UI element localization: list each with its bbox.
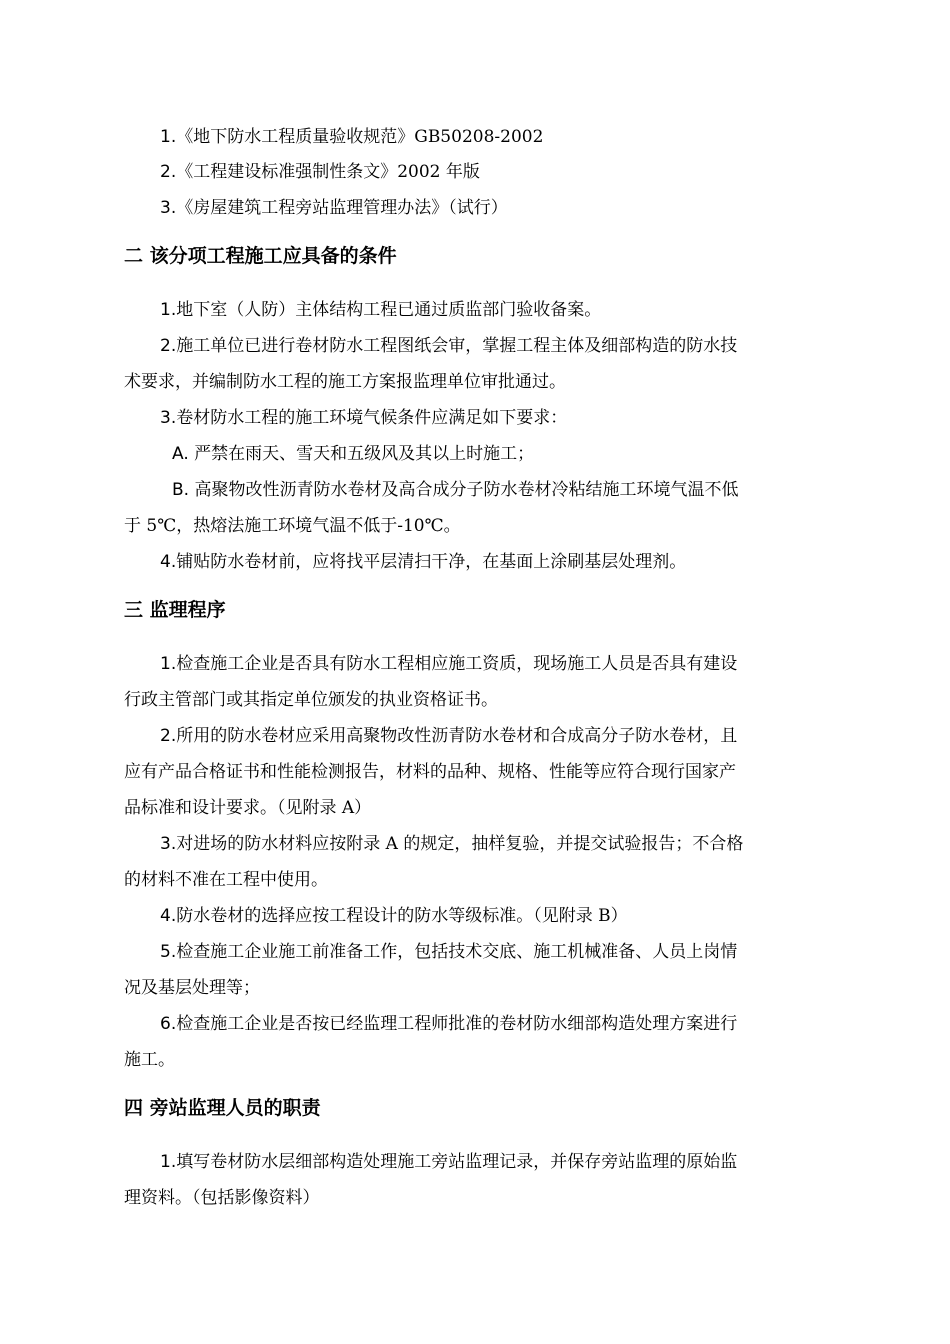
list-item <box>160 940 737 964</box>
list-number: 4. <box>160 552 177 572</box>
list-item-text: 严禁在雨天、雪天和五级风及其以上时施工； <box>194 444 535 464</box>
list-item-continuation: 行政主管部门或其指定单位颁发的执业资格证书。 <box>124 690 498 710</box>
section-heading: 三 监理程序 <box>124 599 226 621</box>
list-item-text: 检查施工企业是否具有防水工程相应施工资质，现场施工人员是否具有建设 <box>176 654 738 674</box>
list-item-text: 卷材防水工程的施工环境气候条件应满足如下要求： <box>176 408 568 428</box>
list-item <box>160 724 737 748</box>
list-item <box>160 406 567 430</box>
list-item-continuation: 于 5℃，热熔法施工环境气温不低于-10℃。 <box>124 516 461 536</box>
list-number: 1. <box>160 654 177 674</box>
list-letter: B. <box>172 480 190 500</box>
list-item-text: 铺贴防水卷材前，应将找平层清扫干净，在基面上涂刷基层处理剂。 <box>176 552 687 572</box>
list-number: 2. <box>160 726 177 746</box>
list-item <box>160 298 601 322</box>
list-item-continuation: 术要求，并编制防水工程的施工方案报监理单位审批通过。 <box>124 372 566 392</box>
list-number: 3. <box>160 198 177 218</box>
reference-item <box>160 160 480 184</box>
list-item-text: 填写卷材防水层细部构造处理施工旁站监理记录，并保存旁站监理的原始监 <box>176 1152 738 1172</box>
list-number: 1. <box>160 300 177 320</box>
list-item <box>160 832 743 856</box>
list-number: 6. <box>160 1014 177 1034</box>
list-item <box>160 550 686 574</box>
list-item-continuation: 品标准和设计要求。（见附录 A） <box>124 798 372 818</box>
list-number: 4. <box>160 906 177 926</box>
list-number: 5. <box>160 942 177 962</box>
list-item-text: 所用的防水卷材应采用高聚物改性沥青防水卷材和合成高分子防水卷材，且 <box>176 726 738 746</box>
list-item-continuation: 的材料不准在工程中使用。 <box>124 870 328 890</box>
sub-list-item <box>172 442 534 466</box>
list-letter: A. <box>172 444 189 464</box>
list-item <box>160 904 628 928</box>
list-item-text: 检查施工企业是否按已经监理工程师批准的卷材防水细部构造处理方案进行 <box>176 1014 738 1034</box>
reference-text: 《房屋建筑工程旁站监理管理办法》（试行） <box>176 198 508 218</box>
reference-text: 《地下防水工程质量验收规范》GB50208-2002 <box>176 127 544 147</box>
list-item <box>160 334 737 358</box>
list-item-continuation: 况及基层处理等； <box>124 978 260 998</box>
list-item-text: 地下室（人防）主体结构工程已通过质监部门验收备案。 <box>176 300 602 320</box>
list-number: 2. <box>160 336 177 356</box>
list-number: 3. <box>160 408 177 428</box>
list-item-text: 防水卷材的选择应按工程设计的防水等级标准。（见附录 B） <box>176 906 628 926</box>
list-item-continuation: 应有产品合格证书和性能检测报告，材料的品种、规格、性能等应符合现行国家产 <box>124 762 736 782</box>
list-item-continuation: 施工。 <box>124 1050 175 1070</box>
list-number: 1. <box>160 127 177 147</box>
list-item-continuation: 理资料。（包括影像资料） <box>124 1188 320 1208</box>
section-heading: 四 旁站监理人员的职责 <box>124 1097 321 1119</box>
list-item-text: 检查施工企业施工前准备工作，包括技术交底、施工机械准备、人员上岗情 <box>176 942 738 962</box>
section-heading: 二 该分项工程施工应具备的条件 <box>124 245 397 267</box>
list-item <box>160 1012 737 1036</box>
list-item-text: 高聚物改性沥青防水卷材及高合成分子防水卷材冷粘结施工环境气温不低 <box>194 480 739 500</box>
reference-item <box>160 196 508 220</box>
list-number: 1. <box>160 1152 177 1172</box>
list-item <box>160 652 737 676</box>
sub-list-item <box>172 478 738 502</box>
list-number: 2. <box>160 162 177 182</box>
reference-text: 《工程建设标准强制性条文》2002 年版 <box>176 162 480 182</box>
reference-item <box>160 125 543 149</box>
list-item-text: 施工单位已进行卷材防水工程图纸会审，掌握工程主体及细部构造的防水技 <box>176 336 738 356</box>
list-number: 3. <box>160 834 177 854</box>
list-item-text: 对进场的防水材料应按附录 A 的规定，抽样复验，并提交试验报告；不合格 <box>176 834 744 854</box>
list-item <box>160 1150 737 1174</box>
